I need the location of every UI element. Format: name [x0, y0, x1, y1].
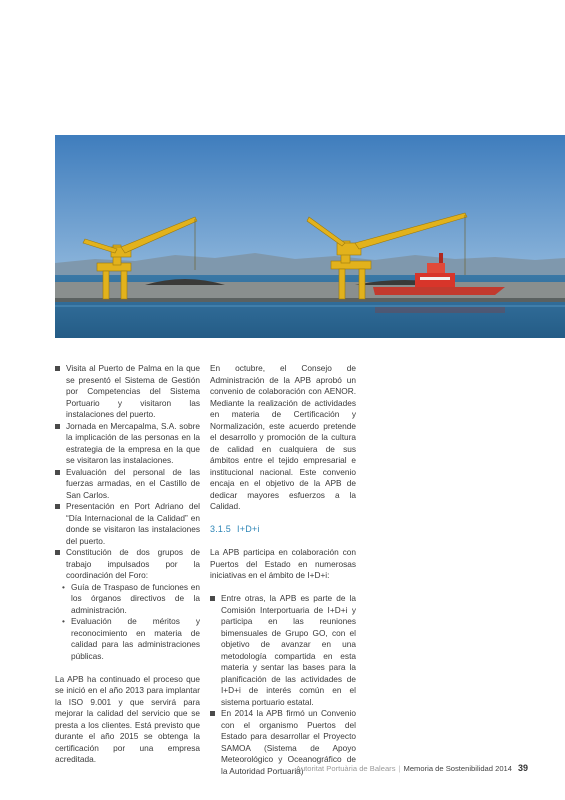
- sub-list-item: • Evaluación de méritos y reconocimiento en materia de calidad para las administraciones públicas.: [55, 616, 200, 662]
- iso-paragraph: La APB ha continuado el proceso que se inició en el año 2013 para implantar la ISO 9.001 y que servirá para mejorar la calidad del servicio que se presta a los clientes. Está previsto que durante el año 2015 se obtenga la certificación por una empresa acreditada.: [55, 673, 200, 764]
- aenor-paragraph: En octubre, el Consejo de Administración de la APB aprobó un convenio de colaboración con AENOR. Mediante la realización de actividades en materia de Certificación y Normalización, este acuerdo pretende el desarrollo y promoción de la cultura de calidad en cualquiera de sus ámbitos entre el tejido empresarial e institucional nacional. Este convenio encaja en el objetivo de la APB de dedicar mayores esfuerzos a la Calidad.: [210, 363, 356, 511]
- left-column: [55, 363, 200, 766]
- section-title: I+D+i: [237, 524, 260, 534]
- right-bullet-list: [210, 593, 356, 777]
- footer-report-title: Memoria de Sostenibilidad 2014: [403, 764, 512, 773]
- list-item: Entre otras, la APB es parte de la Comisión Interportuaria de I+D+i y participa en las reuniones bimensuales de Grupo GO, con el objetivo de avanzar en una metodología compartida en esta materia y sentar las bases para la planificación de las actividades de I+D+i de interés común en el sistema portuario estatal.: [210, 593, 356, 708]
- list-item: En 2014 la APB firmó un Convenio con el organismo Puertos del Estado para desarrollar el Proyecto SAMOA (Sistema de Apoyo Meteorológico y Oceanográfico de la Autoridad Portuaria): [210, 708, 356, 777]
- list-item-text: Constitución de dos grupos de trabajo impulsados por la coordinación del Foro:: [66, 547, 200, 580]
- list-item: Evaluación del personal de las fuerzas armadas, en el Castillo de San Carlos.: [55, 467, 200, 502]
- section-number: 3.1.5: [210, 524, 232, 534]
- footer-separator: |: [398, 764, 401, 773]
- page-number: 39: [517, 763, 528, 773]
- port-photo: [55, 135, 565, 338]
- idi-intro-paragraph: La APB participa en colaboración con Puertos del Estado en numerosas iniciativas en el ámbito de I+D+i:: [210, 547, 356, 580]
- list-item: Jornada en Mercapalma, S.A. sobre la implicación de las personas en la estrategia de la empresa en la que se visitaron las instalaciones.: [55, 421, 200, 467]
- right-column: [210, 363, 356, 777]
- left-bullet-list: [55, 363, 200, 582]
- sub-list-item: • Guía de Traspaso de funciones en los órganos directivos de la administración.: [55, 582, 200, 617]
- list-item: Presentación en Port Adriano del “Día Internacional de la Calidad” en donde se visitaron las instalaciones del puerto.: [55, 501, 200, 547]
- section-heading: [210, 524, 356, 536]
- list-item: Visita al Puerto de Palma en la que se presentó el Sistema de Gestión por Competencias del Sistema Portuario y visitaron las instalaciones del puerto.: [55, 363, 200, 421]
- port-cranes-image: [55, 135, 565, 338]
- list-item: [55, 547, 200, 582]
- sub-bullet-list: [55, 582, 200, 663]
- footer-organization: Autoritat Portuària de Balears: [295, 764, 396, 773]
- page-footer: [250, 763, 528, 773]
